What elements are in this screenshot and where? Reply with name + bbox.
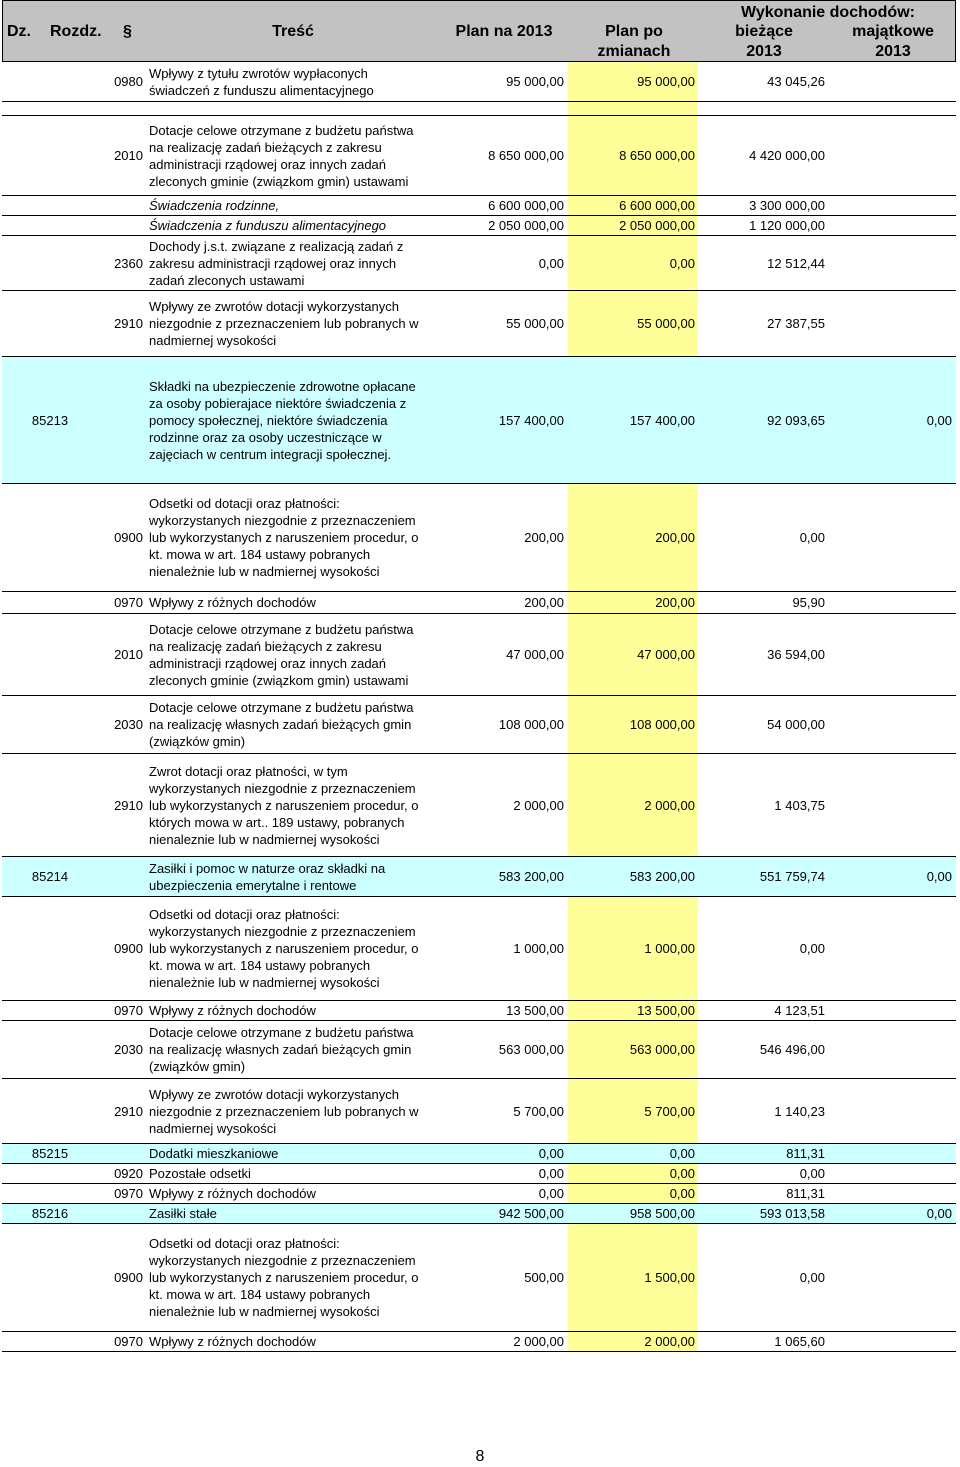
- plan-po-value: 0,00: [669, 1186, 695, 1201]
- paragraph-code: 2030: [114, 717, 143, 732]
- majatkowe-value: [828, 1144, 952, 1163]
- rozdzial-code: [2, 754, 98, 856]
- plan-value: 8 650 000,00: [488, 148, 564, 163]
- biezace-value: 12 512,44: [767, 255, 825, 271]
- biezace-value: 95,90: [792, 595, 825, 610]
- header-biezace: bieżące: [735, 23, 793, 40]
- row-description: Świadczenia z funduszu alimentacyjnego: [149, 218, 387, 233]
- biezace-value: 1 140,23: [774, 1103, 825, 1119]
- plan-value: 157 400,00: [498, 412, 564, 428]
- paragraph-code: 0900: [114, 530, 143, 545]
- plan-po-value: 583 200,00: [629, 869, 695, 884]
- row-description: Odsetki od dotacji oraz płatności: wykorzystanych niezgodnie z przeznaczeniem lub wykorzystanych z naruszeniem procedur, o kt. mowa w art. 184 ustawy pobranych nienależnie lub w nadmiernej wysokości: [149, 1236, 419, 1319]
- paragraph-code: 0980: [114, 74, 143, 89]
- table-row: [2, 236, 956, 291]
- chapter-row: [2, 1144, 956, 1164]
- plan-po-value: 0,00: [669, 255, 695, 271]
- row-description: Zwrot dotacji oraz płatności, w tym wykorzystanych niezgodnie z przeznaczeniem lub wykorzystanych z naruszeniem procedur, o których mowa w art.. 189 ustawy, pobranych nienaleznie lub w nadmiernej wysokości: [149, 763, 419, 847]
- biezace-value: 546 496,00: [759, 1042, 825, 1057]
- plan-value: 108 000,00: [498, 717, 564, 732]
- rozdzial-code: 85216: [31, 1206, 69, 1221]
- plan-value: 2 000,00: [513, 1334, 564, 1349]
- paragraph-code: 0920: [114, 1166, 143, 1181]
- plan-po-value: 563 000,00: [629, 1042, 695, 1057]
- table-row: [2, 102, 956, 116]
- plan-po-value: 958 500,00: [629, 1206, 695, 1221]
- paragraph-code: 2910: [114, 316, 143, 331]
- biezace-value: 4 123,51: [774, 1003, 825, 1018]
- biezace-value: 0,00: [799, 941, 825, 956]
- rozdzial-code: [2, 897, 98, 1000]
- plan-value: 942 500,00: [498, 1206, 564, 1221]
- plan-po-value: 0,00: [669, 1146, 695, 1161]
- table-row: [2, 196, 956, 216]
- majatkowe-value: [828, 1184, 952, 1203]
- rozdzial-code: [2, 236, 98, 290]
- header-wykonanie: Wykonanie dochodów:: [741, 4, 915, 21]
- plan-value: 55 000,00: [506, 316, 564, 331]
- biezace-value: 1 065,60: [774, 1334, 825, 1349]
- majatkowe-value: [828, 484, 952, 591]
- table-row: [2, 754, 956, 857]
- rozdzial-code: [2, 484, 98, 591]
- header-dz: Dz.: [7, 23, 31, 40]
- majatkowe-value: [828, 1164, 952, 1183]
- row-description: Dochody j.s.t. związane z realizacją zadań z zakresu administracji rządowej oraz innych zadań zleconych ustawami: [149, 238, 404, 288]
- rozdzial-code: [2, 216, 98, 235]
- header-plan-2013: Plan na 2013: [455, 23, 553, 40]
- paragraph-code: 2910: [114, 1103, 143, 1119]
- row-description: Zasiłki stałe: [149, 1206, 217, 1221]
- rozdzial-code: [2, 1001, 98, 1020]
- table-row: [2, 484, 956, 592]
- majatkowe-value: [828, 1332, 952, 1351]
- paragraph-code: 2910: [114, 797, 143, 813]
- biezace-value: 811,31: [786, 1186, 825, 1201]
- plan-value: 563 000,00: [498, 1042, 564, 1057]
- paragraph-code: [98, 357, 145, 483]
- majatkowe-value: [828, 196, 952, 215]
- paragraph-code: [98, 857, 145, 896]
- paragraph-code: [98, 196, 145, 215]
- paragraph-code: [98, 102, 145, 115]
- table-row: [2, 1001, 956, 1021]
- table-row: [2, 614, 956, 696]
- row-description: Świadczenia rodzinne,: [149, 198, 280, 213]
- plan-value: 2 050 000,00: [488, 218, 564, 233]
- row-description: Odsetki od dotacji oraz płatności: wykorzystanych niezgodnie z przeznaczeniem lub wykorzystanych z naruszeniem procedur, o kt. mowa w art. 184 ustawy pobranych nienależnie lub w nadmiernej wysokości: [149, 496, 419, 579]
- biezace-value: 551 759,74: [759, 869, 825, 884]
- row-description: Odsetki od dotacji oraz płatności: wykorzystanych niezgodnie z przeznaczeniem lub wykorzystanych z naruszeniem procedur, o kt. mowa w art. 184 ustawy pobranych nienależnie lub w nadmiernej wysokości: [149, 907, 419, 990]
- plan-value: 47 000,00: [506, 647, 564, 662]
- row-description: Wpływy z tytułu zwrotów wypłaconych świadczeń z funduszu alimentacyjnego: [149, 65, 374, 98]
- biezace-value: 3 300 000,00: [749, 198, 825, 213]
- table-row: [2, 1164, 956, 1184]
- paragraph-code: 2010: [114, 647, 143, 662]
- plan-value: 13 500,00: [506, 1003, 564, 1018]
- majatkowe-value: [828, 592, 952, 613]
- plan-po-value: 13 500,00: [637, 1003, 695, 1018]
- plan-value: 0,00: [538, 255, 564, 271]
- header-plan-po-line2: zmianach: [597, 43, 671, 60]
- plan-po-value: 108 000,00: [629, 717, 695, 732]
- row-description: Dotacje celowe otrzymane z budżetu państwa na realizację własnych zadań bieżących gmin (związków gmin): [149, 700, 414, 749]
- paragraph-code: 2010: [114, 148, 143, 163]
- rozdzial-code: [2, 62, 98, 101]
- rozdzial-code: [2, 196, 98, 215]
- majatkowe-value: [828, 1001, 952, 1020]
- chapter-row: [2, 1204, 956, 1224]
- majatkowe-value: [828, 116, 952, 195]
- table-row: [2, 62, 956, 102]
- row-description: Wpływy z różnych dochodów: [149, 595, 316, 610]
- header-biezace-year: 2013: [746, 43, 782, 60]
- biezace-value: 27 387,55: [767, 316, 825, 331]
- paragraph-code: [98, 216, 145, 235]
- table-row: [2, 216, 956, 236]
- biezace-value: 1 403,75: [774, 797, 825, 813]
- paragraph-code: 0970: [114, 595, 143, 610]
- row-description: Dotacje celowe otrzymane z budżetu państwa na realizację zadań bieżących z zakresu administracji rządowej oraz innych zadań zleconych gminie (związkom gmin) ustawami: [149, 122, 414, 189]
- table-row: [2, 1224, 956, 1332]
- chapter-row: [2, 857, 956, 897]
- plan-po-value: 47 000,00: [637, 647, 695, 662]
- plan-po-value: 55 000,00: [637, 316, 695, 331]
- header-rozdz: Rozdz.: [50, 23, 102, 40]
- majatkowe-value: 0,00: [926, 869, 952, 884]
- row-description: Składki na ubezpieczenie zdrowotne opłacane za osoby pobierajace niektóre świadczenia z pomocy społecznej, niektóre świadczenia rodzinne oraz za osoby uczestniczące w zajęciach w centrum integracji społecznej.: [149, 378, 416, 462]
- rozdzial-code: [2, 116, 98, 195]
- plan-value: 0,00: [538, 1166, 564, 1181]
- plan-po-value: 0,00: [669, 1166, 695, 1181]
- plan-value: 0,00: [538, 1146, 564, 1161]
- biezace-value: 43 045,26: [767, 74, 825, 89]
- biezace-value: 92 093,65: [767, 412, 825, 428]
- paragraph-code: 0970: [114, 1186, 143, 1201]
- plan-value: 0,00: [538, 1186, 564, 1201]
- plan-value: 1 000,00: [513, 941, 564, 956]
- plan-value: 200,00: [524, 595, 564, 610]
- biezace-value: [698, 102, 825, 115]
- plan-value: 500,00: [524, 1270, 564, 1285]
- row-description: [149, 102, 439, 115]
- header-tresc: Treść: [272, 23, 314, 40]
- majatkowe-value: 0,00: [926, 1206, 952, 1221]
- plan-value: 200,00: [524, 530, 564, 545]
- plan-value: 5 700,00: [513, 1103, 564, 1119]
- row-description: Wpływy ze zwrotów dotacji wykorzystanych niezgodnie z przeznaczeniem lub pobranych w nadmiernej wysokości: [149, 299, 419, 348]
- plan-po-value: 2 000,00: [644, 1334, 695, 1349]
- page-number: 8: [475, 1448, 485, 1465]
- row-description: Wpływy z różnych dochodów: [149, 1186, 316, 1201]
- row-description: Pozostałe odsetki: [149, 1166, 251, 1181]
- majatkowe-value: [828, 1224, 952, 1331]
- rozdzial-code: [2, 696, 98, 753]
- rozdzial-code: 85213: [31, 412, 69, 428]
- majatkowe-value: [828, 236, 952, 290]
- plan-po-value: 8 650 000,00: [619, 148, 695, 163]
- paragraph-code: 2360: [114, 255, 143, 271]
- majatkowe-value: [828, 62, 952, 101]
- majatkowe-value: [828, 102, 952, 115]
- row-description: Wpływy z różnych dochodów: [149, 1003, 316, 1018]
- header-paragraph: §: [123, 23, 132, 40]
- row-description: Dodatki mieszkaniowe: [149, 1146, 279, 1161]
- rozdzial-code: [2, 1021, 98, 1078]
- table-header: [2, 0, 956, 62]
- rozdzial-code: [2, 102, 98, 115]
- majatkowe-value: [828, 754, 952, 856]
- biezace-value: 54 000,00: [767, 717, 825, 732]
- plan-value: 2 000,00: [513, 797, 564, 813]
- plan-value: [439, 102, 564, 115]
- majatkowe-value: [828, 696, 952, 753]
- header-majatkowe: majątkowe: [852, 23, 934, 40]
- majatkowe-value: [828, 614, 952, 695]
- row-description: Wpływy z różnych dochodów: [149, 1334, 316, 1349]
- biezace-value: 0,00: [799, 530, 825, 545]
- plan-po-value: 200,00: [655, 595, 695, 610]
- majatkowe-value: 0,00: [926, 412, 952, 428]
- biezace-value: 0,00: [799, 1166, 825, 1181]
- table-row: [2, 1021, 956, 1079]
- paragraph-code: 0900: [114, 941, 143, 956]
- rozdzial-code: 85214: [31, 869, 69, 884]
- plan-value: 6 600 000,00: [488, 198, 564, 213]
- paragraph-code: 0970: [114, 1003, 143, 1018]
- biezace-value: 593 013,58: [759, 1206, 825, 1221]
- paragraph-code: [98, 1204, 145, 1223]
- rozdzial-code: [2, 614, 98, 695]
- budget-table: [2, 0, 956, 1347]
- majatkowe-value: [828, 1079, 952, 1143]
- majatkowe-value: [828, 291, 952, 356]
- row-description: Dotacje celowe otrzymane z budżetu państwa na realizację własnych zadań bieżących gmin (związków gmin): [149, 1025, 414, 1074]
- row-description: Wpływy ze zwrotów dotacji wykorzystanych niezgodnie z przeznaczeniem lub pobranych w nadmiernej wysokości: [149, 1086, 419, 1136]
- chapter-row: [2, 357, 956, 484]
- biezace-value: 36 594,00: [767, 647, 825, 662]
- plan-po-value: 1 500,00: [644, 1270, 695, 1285]
- plan-po-value: 157 400,00: [629, 412, 695, 428]
- header-majatkowe-year: 2013: [875, 43, 911, 60]
- biezace-value: 0,00: [799, 1270, 825, 1285]
- majatkowe-value: [828, 1021, 952, 1078]
- plan-po-value: 6 600 000,00: [619, 198, 695, 213]
- plan-po-value: 2 050 000,00: [619, 218, 695, 233]
- paragraph-code: 0970: [114, 1334, 143, 1349]
- table-row: [2, 897, 956, 1001]
- table-row: [2, 592, 956, 614]
- rozdzial-code: [2, 1184, 98, 1203]
- header-plan-po-line1: Plan po: [605, 23, 663, 40]
- rozdzial-code: [2, 592, 98, 613]
- biezace-value: 4 420 000,00: [749, 148, 825, 163]
- table-row: [2, 696, 956, 754]
- plan-po-value: 5 700,00: [644, 1103, 695, 1119]
- plan-po-value: 95 000,00: [637, 74, 695, 89]
- rozdzial-code: [2, 1332, 98, 1351]
- table-row: [2, 291, 956, 357]
- biezace-value: 1 120 000,00: [749, 218, 825, 233]
- plan-value: 583 200,00: [498, 869, 564, 884]
- table-row: [2, 1332, 956, 1352]
- plan-value: 95 000,00: [506, 74, 564, 89]
- biezace-value: 811,31: [786, 1146, 825, 1161]
- plan-po-value: 200,00: [655, 530, 695, 545]
- plan-po-value: [568, 102, 695, 115]
- plan-po-value: 1 000,00: [644, 941, 695, 956]
- rozdzial-code: [2, 1224, 98, 1331]
- rozdzial-code: [2, 1164, 98, 1183]
- majatkowe-value: [828, 897, 952, 1000]
- paragraph-code: 0900: [114, 1270, 143, 1285]
- rozdzial-code: 85215: [31, 1146, 69, 1161]
- paragraph-code: 2030: [114, 1042, 143, 1057]
- table-row: [2, 116, 956, 196]
- table-row: [2, 1079, 956, 1144]
- table-row: [2, 1184, 956, 1204]
- row-description: Dotacje celowe otrzymane z budżetu państwa na realizację zadań bieżących z zakresu administracji rządowej oraz innych zadań zleconych gminie (związkom gmin) ustawami: [149, 621, 414, 688]
- plan-po-value: 2 000,00: [644, 797, 695, 813]
- rozdzial-code: [2, 291, 98, 356]
- row-description: Zasiłki i pomoc w naturze oraz składki na ubezpieczenia emerytalne i rentowe: [149, 860, 386, 893]
- rozdzial-code: [2, 1079, 98, 1143]
- majatkowe-value: [828, 216, 952, 235]
- paragraph-code: [98, 1144, 145, 1163]
